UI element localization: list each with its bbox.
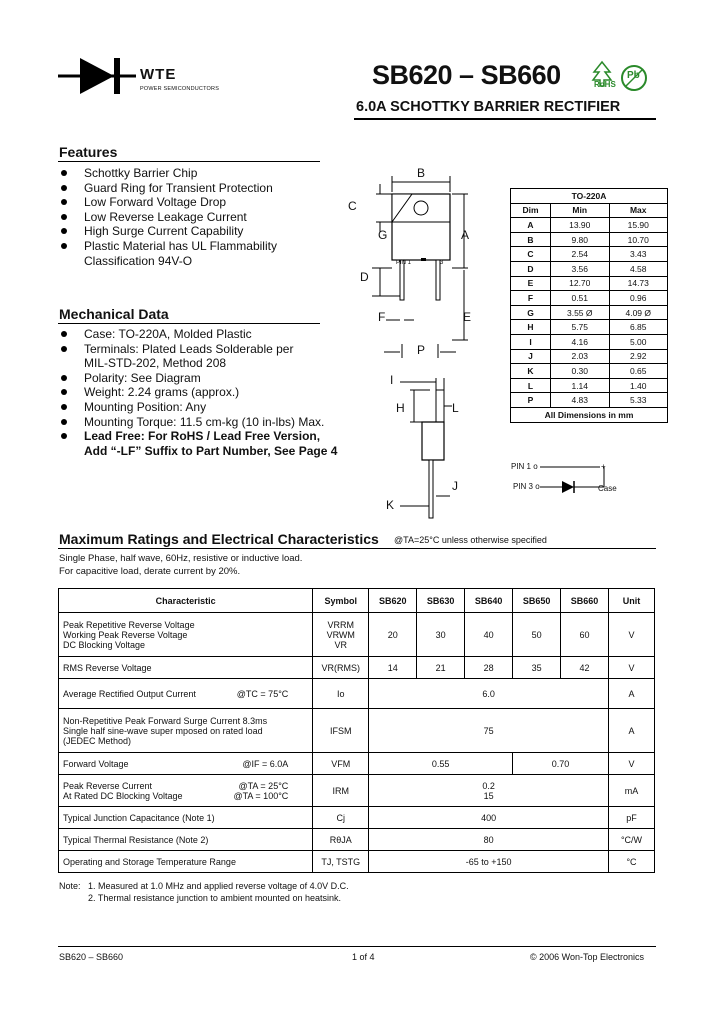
- table-header: SB650: [513, 589, 561, 613]
- dim-label-h: H: [396, 401, 405, 415]
- dim-min: 3.56: [551, 261, 610, 276]
- dim-label-j: J: [452, 479, 458, 493]
- characteristic-line: DC Blocking Voltage: [63, 639, 146, 650]
- dim-label-i: I: [390, 373, 394, 387]
- characteristic-line: Working Peak Reverse Voltage: [63, 629, 188, 640]
- dim-max: 0.65: [609, 364, 668, 379]
- pin1-label: PIN 1: [396, 260, 412, 266]
- dim-max: 2.92: [609, 349, 668, 364]
- list-item: Terminals: Plated Leads Solderable per: [59, 342, 359, 357]
- table-row: [59, 851, 655, 873]
- value-cell: -65 to +150: [369, 851, 609, 873]
- package-name: TO-220A: [511, 189, 668, 204]
- list-item: High Surge Current Capability: [59, 224, 349, 239]
- ratings-title: Maximum Ratings and Electrical Characteristics: [59, 531, 379, 547]
- dim-min: 5.75: [551, 320, 610, 335]
- unit-cell: A: [609, 709, 655, 753]
- table-row: [59, 829, 655, 851]
- characteristic-cell: [59, 753, 313, 775]
- dim-max: 1.40: [609, 378, 668, 393]
- value-line: 15: [483, 790, 494, 801]
- condition-text: @TA = 25°C: [238, 780, 289, 791]
- footer-rule: [58, 946, 656, 947]
- dim-max: 6.85: [609, 320, 668, 335]
- dim-max: 0.96: [609, 291, 668, 306]
- list-item: MIL-STD-202, Method 208: [84, 356, 227, 371]
- value-cell: 75: [369, 709, 609, 753]
- dim-min: 0.51: [551, 291, 610, 306]
- dim-label-g: G: [378, 228, 388, 242]
- pin3-label: 3: [440, 260, 444, 266]
- table-row: [511, 378, 668, 393]
- case-label: Case: [598, 484, 617, 493]
- symbol-cell: RθJA: [313, 829, 369, 851]
- symbol-line: VR: [334, 639, 348, 650]
- table-header: Unit: [609, 589, 655, 613]
- value-cell: 80: [369, 829, 609, 851]
- table-row: [59, 613, 655, 657]
- value-cell: 0.55: [369, 753, 513, 775]
- dim-label-b: B: [417, 166, 426, 180]
- ratings-rule: [58, 548, 656, 549]
- unit-cell: pF: [609, 807, 655, 829]
- dim-label-d: D: [360, 270, 369, 284]
- table-header: Min: [551, 203, 610, 218]
- characteristic-line: (JEDEC Method): [63, 735, 132, 746]
- table-row: [511, 218, 668, 233]
- list-item: Plastic Material has UL Flammability: [59, 239, 349, 254]
- value-cell: 28: [465, 657, 513, 679]
- dim-code: J: [511, 349, 551, 364]
- list-item: Mounting Position: Any: [59, 400, 359, 415]
- ratings-intro-2: For capacitive load, derate current by 20%.: [59, 566, 241, 577]
- table-row: [511, 291, 668, 306]
- dimension-table: [510, 188, 668, 423]
- schematic-symbol-icon: [540, 460, 620, 500]
- list-item: Mounting Torque: 11.5 cm-kg (10 in-lbs) Max.: [59, 415, 359, 430]
- dim-code: P: [511, 393, 551, 408]
- dim-min: 9.80: [551, 232, 610, 247]
- header-rule: [354, 118, 656, 120]
- value-cell: 50: [513, 613, 561, 657]
- dim-min: 0.30: [551, 364, 610, 379]
- table-row: [59, 657, 655, 679]
- plus-label: +: [601, 462, 606, 471]
- dim-min: 12.70: [551, 276, 610, 291]
- unit-cell: V: [609, 657, 655, 679]
- dim-max: 4.58: [609, 261, 668, 276]
- note-2: 2. Thermal resistance junction to ambient mounted on heatsink.: [88, 893, 341, 903]
- features-rule: [58, 161, 320, 162]
- value-cell: 6.0: [369, 679, 609, 709]
- characteristic-cell: Operating and Storage Temperature Range: [59, 851, 313, 873]
- dim-label-p: P: [417, 343, 426, 357]
- table-row: [511, 247, 668, 262]
- value-cell: [369, 775, 609, 807]
- dim-label-a: A: [461, 228, 470, 242]
- list-item: Classification 94V-O: [84, 253, 193, 268]
- unit-cell: mA: [609, 775, 655, 807]
- value-cell: 14: [369, 657, 417, 679]
- table-header: Symbol: [313, 589, 369, 613]
- list-item: Low Reverse Leakage Current: [59, 210, 349, 225]
- list-item: Polarity: See Diagram: [59, 371, 359, 386]
- table-row: [59, 709, 655, 753]
- symbol-cell: VR(RMS): [313, 657, 369, 679]
- characteristic-line: Single half sine-wave super mposed on rated load: [63, 725, 263, 736]
- dim-min: 2.54: [551, 247, 610, 262]
- characteristic-cell: [59, 679, 313, 709]
- table-row: [59, 807, 655, 829]
- value-cell: 21: [417, 657, 465, 679]
- table-row: [59, 753, 655, 775]
- symbol-line: VRRM: [327, 619, 355, 630]
- unit-cell: V: [609, 753, 655, 775]
- symbol-cell: [313, 613, 369, 657]
- table-row: [511, 232, 668, 247]
- features-list: [59, 166, 349, 268]
- table-header: SB660: [561, 589, 609, 613]
- value-cell: 0.70: [513, 753, 609, 775]
- list-item: Case: TO-220A, Molded Plastic: [59, 327, 359, 342]
- characteristic-cell: Typical Thermal Resistance (Note 2): [59, 829, 313, 851]
- table-header: SB620: [369, 589, 417, 613]
- table-header: Characteristic: [59, 589, 313, 613]
- list-item: Weight: 2.24 grams (approx.): [59, 385, 359, 400]
- wte-logo-icon: [58, 56, 136, 96]
- dim-label-l: L: [452, 401, 459, 415]
- value-cell: 30: [417, 613, 465, 657]
- ratings-condition: @TA=25°C unless otherwise specified: [394, 535, 547, 545]
- footer-copyright: © 2006 Won-Top Electronics: [530, 952, 645, 962]
- table-row: [59, 679, 655, 709]
- condition-text: @TA = 100°C: [233, 790, 289, 801]
- package-diagram: [340, 160, 510, 520]
- dim-code: D: [511, 261, 551, 276]
- ratings-intro-1: Single Phase, half wave, 60Hz, resistive or inductive load.: [59, 553, 303, 564]
- unit-cell: A: [609, 679, 655, 709]
- value-cell: 42: [561, 657, 609, 679]
- symbol-cell: Io: [313, 679, 369, 709]
- dim-min: 2.03: [551, 349, 610, 364]
- note-1: 1. Measured at 1.0 MHz and applied reverse voltage of 4.0V D.C.: [88, 881, 349, 891]
- list-item: Lead Free: For RoHS / Lead Free Version,: [59, 429, 359, 444]
- footer-left: SB620 – SB660: [59, 952, 124, 962]
- mechanical-rule: [58, 323, 320, 324]
- value-cell: 40: [465, 613, 513, 657]
- table-row: [511, 320, 668, 335]
- condition-text: @TC = 75°C: [236, 688, 289, 699]
- dim-max: 10.70: [609, 232, 668, 247]
- list-item: Low Forward Voltage Drop: [59, 195, 349, 210]
- value-line: 0.2: [482, 780, 495, 791]
- mechanical-list: [59, 327, 359, 458]
- characteristic-cell: [59, 613, 313, 657]
- notes-label: Note:: [59, 881, 81, 891]
- value-cell: 60: [561, 613, 609, 657]
- mechanical-title: Mechanical Data: [59, 306, 169, 322]
- dim-max: 15.90: [609, 218, 668, 233]
- table-row: [59, 775, 655, 807]
- dim-min: 4.16: [551, 334, 610, 349]
- table-header: SB640: [465, 589, 513, 613]
- symbol-line: VRWM: [326, 629, 355, 640]
- dim-code: K: [511, 364, 551, 379]
- dim-min: 4.83: [551, 393, 610, 408]
- dim-label-k: K: [386, 498, 395, 512]
- characteristic-line: Non-Repetitive Peak Forward Surge Current 8.3ms: [63, 715, 268, 726]
- dim-code: F: [511, 291, 551, 306]
- characteristic-text: Average Rectified Output Current: [63, 688, 196, 699]
- pin1-symbol-label: PIN 1 o: [511, 462, 538, 471]
- symbol-cell: TJ, TSTG: [313, 851, 369, 873]
- dim-code: G: [511, 305, 551, 320]
- symbol-cell: IFSM: [313, 709, 369, 753]
- list-item: Guard Ring for Transient Protection: [59, 181, 349, 196]
- subtitle: 6.0A SCHOTTKY BARRIER RECTIFIER: [356, 99, 621, 115]
- dim-code: A: [511, 218, 551, 233]
- table-header: Max: [609, 203, 668, 218]
- dim-code: I: [511, 334, 551, 349]
- table-row: [511, 393, 668, 408]
- dim-max: 5.00: [609, 334, 668, 349]
- dim-min: 13.90: [551, 218, 610, 233]
- table-header: Dim: [511, 203, 551, 218]
- characteristic-cell: RMS Reverse Voltage: [59, 657, 313, 679]
- table-row: [511, 349, 668, 364]
- condition-text: @IF = 6.0A: [242, 758, 289, 769]
- dim-max: 5.33: [609, 393, 668, 408]
- symbol-cell: VFM: [313, 753, 369, 775]
- dim-max: 14.73: [609, 276, 668, 291]
- part-title: SB620 – SB660: [372, 60, 561, 90]
- ratings-table: [58, 588, 655, 873]
- value-cell: 20: [369, 613, 417, 657]
- table-row: [511, 276, 668, 291]
- dim-max: 4.09 Ø: [609, 305, 668, 320]
- table-header: SB630: [417, 589, 465, 613]
- dim-code: H: [511, 320, 551, 335]
- table-row: [511, 261, 668, 276]
- characteristic-cell: [59, 709, 313, 753]
- logo-subtext: POWER SEMICONDUCTORS: [140, 86, 220, 92]
- dim-label-e: E: [463, 310, 472, 324]
- dim-code: C: [511, 247, 551, 262]
- characteristic-line: Peak Reverse Current: [63, 780, 153, 791]
- dim-table-footer: All Dimensions in mm: [511, 407, 668, 422]
- dim-max: 3.43: [609, 247, 668, 262]
- dim-label-c: C: [348, 199, 357, 213]
- rohs-label: RoHS: [594, 80, 616, 89]
- unit-cell: °C: [609, 851, 655, 873]
- value-cell: 400: [369, 807, 609, 829]
- dim-min: 3.55 Ø: [551, 305, 610, 320]
- table-row: [511, 305, 668, 320]
- dim-code: B: [511, 232, 551, 247]
- table-row: [511, 334, 668, 349]
- pin3-symbol-label: PIN 3 o: [513, 482, 540, 491]
- pb-label: Pb: [627, 70, 640, 81]
- value-cell: 35: [513, 657, 561, 679]
- characteristic-line: At Rated DC Blocking Voltage: [63, 790, 183, 801]
- unit-cell: °C/W: [609, 829, 655, 851]
- footer-page: 1 of 4: [352, 952, 375, 962]
- unit-cell: V: [609, 613, 655, 657]
- dim-label-f: F: [378, 310, 386, 324]
- characteristic-text: Forward Voltage: [63, 758, 129, 769]
- characteristic-cell: Typical Junction Capacitance (Note 1): [59, 807, 313, 829]
- features-title: Features: [59, 144, 118, 160]
- dim-min: 1.14: [551, 378, 610, 393]
- dim-code: E: [511, 276, 551, 291]
- symbol-cell: Cj: [313, 807, 369, 829]
- list-item: Add “-LF” Suffix to Part Number, See Page 4: [84, 443, 338, 458]
- table-row: [511, 364, 668, 379]
- list-item: Schottky Barrier Chip: [59, 166, 349, 181]
- logo-text: WTE: [140, 66, 177, 83]
- characteristic-line: Peak Repetitive Reverse Voltage: [63, 619, 195, 630]
- symbol-cell: IRM: [313, 775, 369, 807]
- characteristic-cell: [59, 775, 313, 807]
- dim-code: L: [511, 378, 551, 393]
